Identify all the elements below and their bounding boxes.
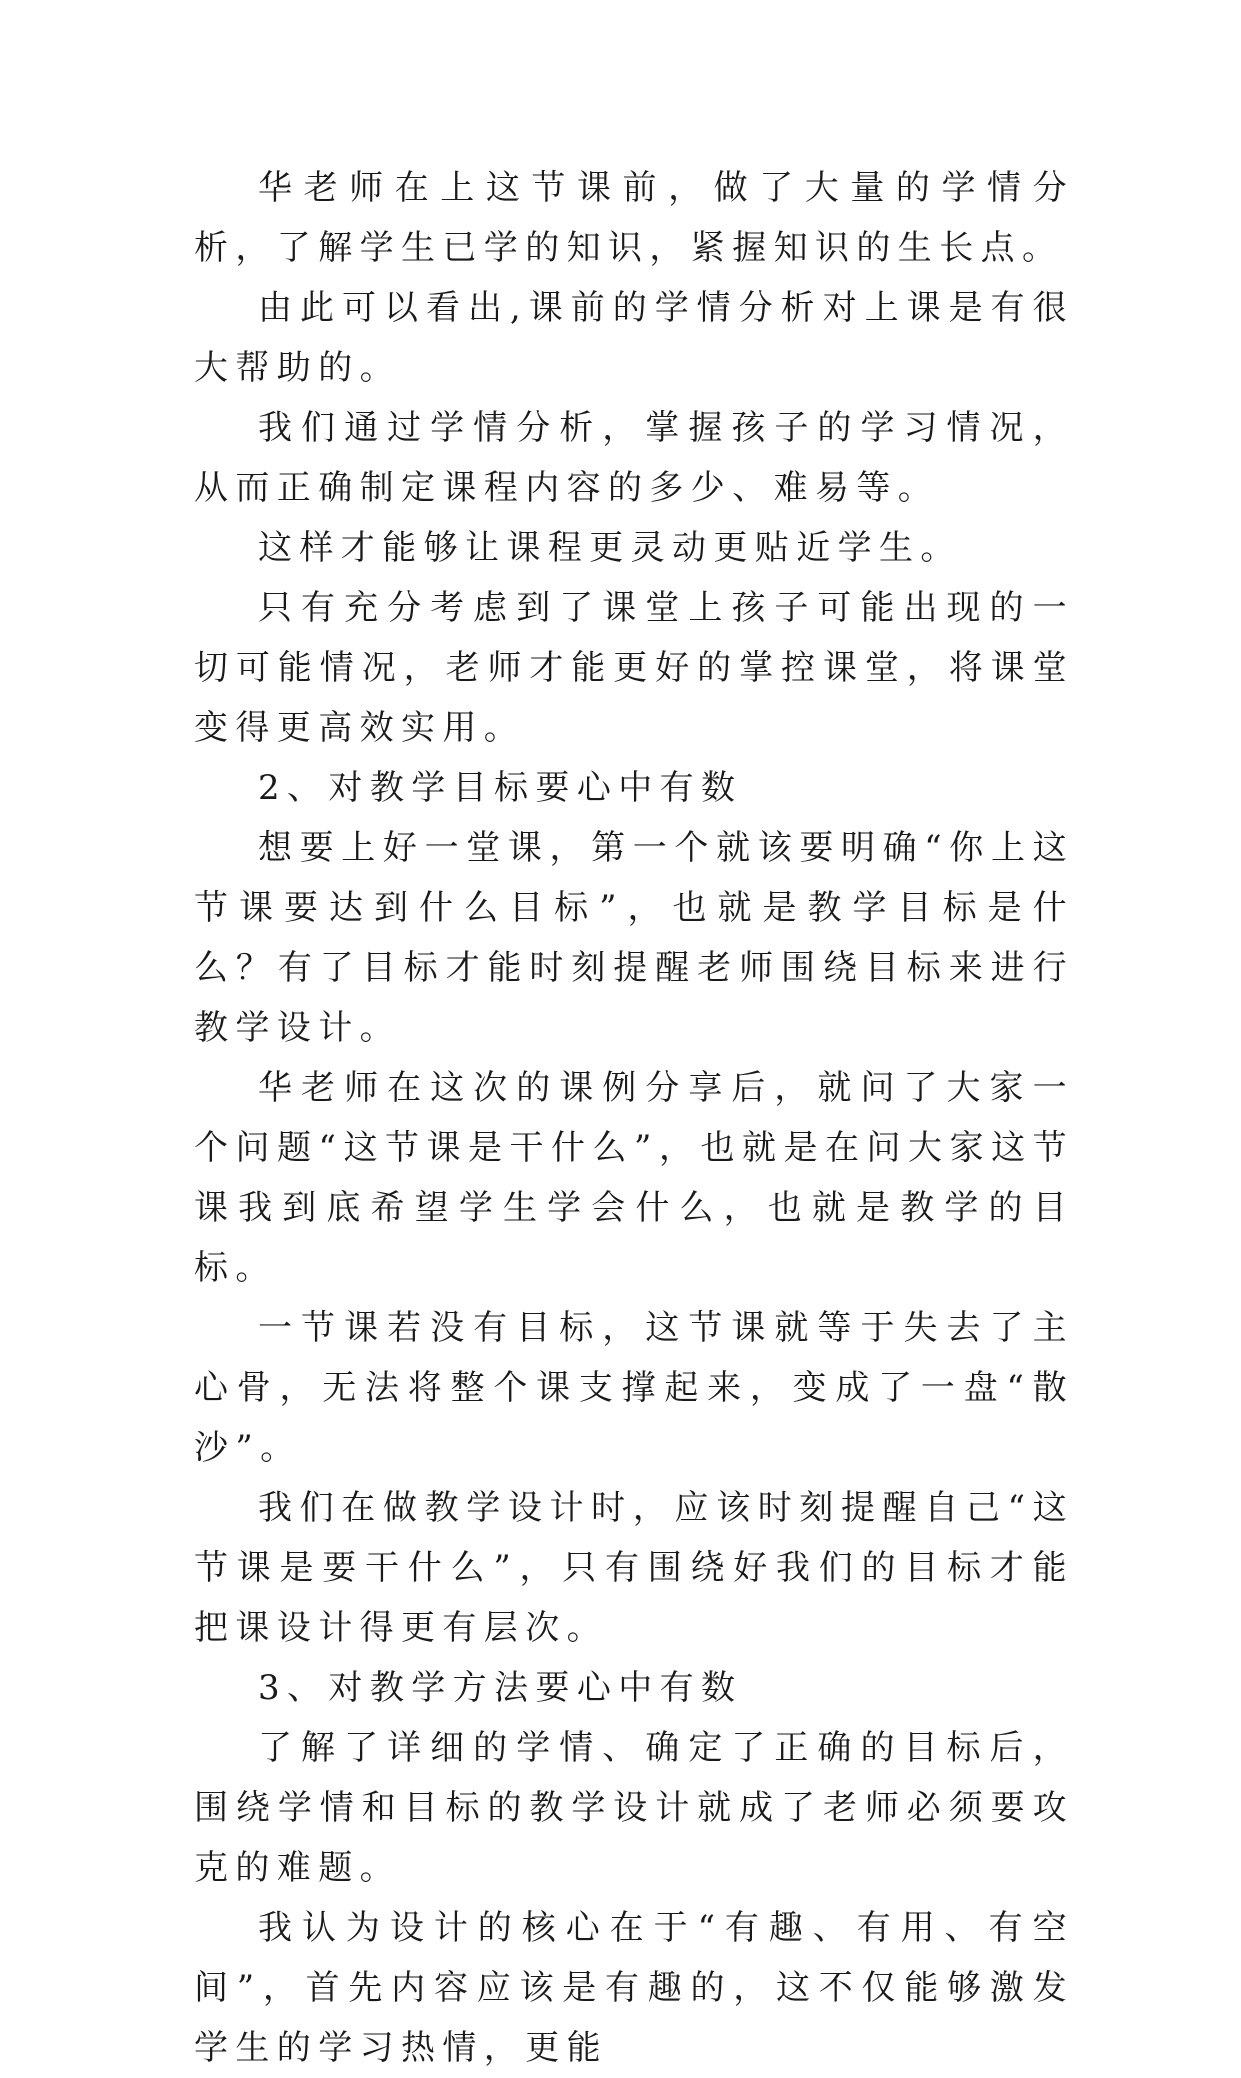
paragraph: 这样才能够让课程更灵动更贴近学生。 (258, 528, 962, 568)
paragraph: 华老师在上这节课前，做了大量的学情分析，了解学生已学的知识，紧握知识的生长点。 (194, 168, 1074, 268)
paragraph: 我们在做教学设计时，应该时刻提醒自己“这节课是要干什么”，只有围绕好我们的目标才能把课设计得更有层次。 (194, 1488, 1074, 1648)
section-heading: 2、对教学目标要心中有数 (258, 768, 743, 808)
document-body (194, 158, 1074, 2078)
paragraph: 一节课若没有目标，这节课就等于失去了主心骨，无法将整个课支撑起来，变成了一盘“散沙”。 (194, 1308, 1074, 1468)
paragraph: 华老师在这次的课例分享后，就问了大家一个问题“这节课是干什么”，也就是在问大家这节课我到底希望学生学会什么，也就是教学的目标。 (194, 1068, 1074, 1288)
paragraph: 想要上好一堂课，第一个就该要明确“你上这节课要达到什么目标”，也就是教学目标是什么？有了目标才能时刻提醒老师围绕目标来进行教学设计。 (194, 828, 1074, 1048)
section-heading: 3、对教学方法要心中有数 (258, 1668, 743, 1708)
paragraph: 了解了详细的学情、确定了正确的目标后，围绕学情和目标的教学设计就成了老师必须要攻克的难题。 (194, 1728, 1074, 1888)
paragraph: 我们通过学情分析，掌握孩子的学习情况，从而正确制定课程内容的多少、难易等。 (194, 408, 1074, 508)
paragraph: 只有充分考虑到了课堂上孩子可能出现的一切可能情况，老师才能更好的掌控课堂，将课堂变得更高效实用。 (194, 588, 1074, 748)
paragraph: 由此可以看出,课前的学情分析对上课是有很大帮助的。 (194, 288, 1074, 388)
paragraph: 我认为设计的核心在于“有趣、有用、有空间”，首先内容应该是有趣的，这不仅能够激发学生的学习热情，更能 (194, 1908, 1074, 2068)
